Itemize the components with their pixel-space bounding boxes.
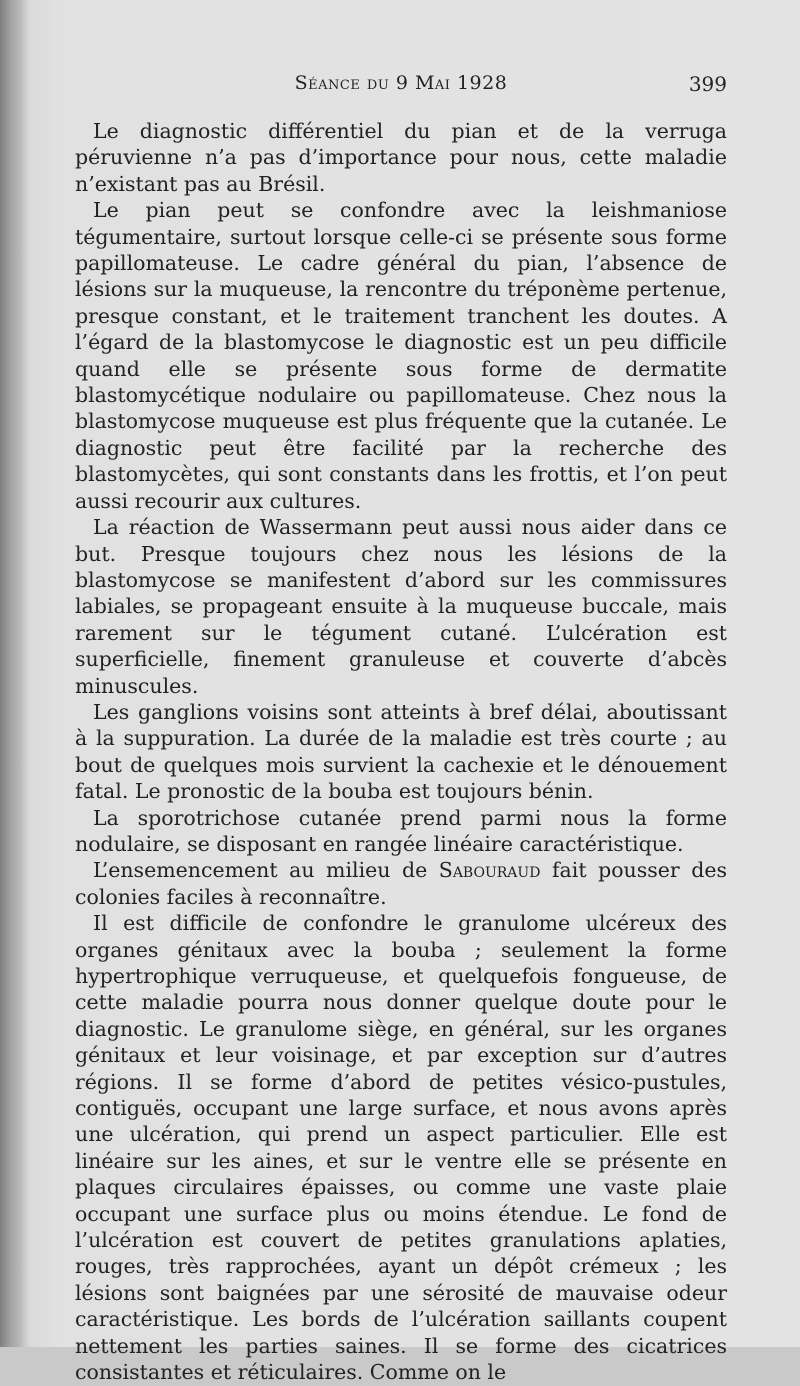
paragraph xyxy=(75,857,727,910)
body-text xyxy=(75,118,727,1386)
page-number: 399 xyxy=(688,72,727,96)
running-title: Séance du 9 Mai 1928 xyxy=(294,72,508,94)
paragraph: Le pian peut se confondre avec la leishmaniose tégumentaire, surtout lorsque celle-ci se présente sous forme papillomateuse. Le cadre général du pian, l’absence de lésions sur la muqueuse, la rencontre du tréponème pertenue, presque constant, et le traitement tranchent les doutes. A l’égard de la blastomycose le diagnostic est un peu difficile quand elle se présente sous forme de dermatite blastomycétique nodulaire ou papillomateuse. Chez nous la blastomycose muqueuse est plus fréquente que la cutanée. Le diagnostic peut être facilité par la recherche des blastomycètes, qui sont constants dans les frottis, et l’on peut aussi recourir aux cultures. xyxy=(75,198,727,513)
paragraph: La sporotrichose cutanée prend parmi nous la forme nodulaire, se disposant en rangée linéaire caractéristique. xyxy=(75,805,727,856)
paragraph: Le diagnostic différentiel du pian et de la verruga péruvienne n’a pas d’importance pour nous, cette maladie n’existant pas au Brésil. xyxy=(75,119,727,196)
page-gutter-shadow xyxy=(0,0,30,1347)
paragraph-text: fait pousser des colonies faciles à reconnaître. xyxy=(75,858,727,909)
paragraph-text: L’ensemencement au milieu de xyxy=(93,858,439,883)
page-header xyxy=(75,72,727,102)
paragraph: Les ganglions voisins sont atteints à bref délai, aboutissant à la suppuration. La durée de la maladie est très courte ; au bout de quelques mois survient la cachexie et le dénouement fatal. Le pronostic de la bouba est toujours bénin. xyxy=(75,699,727,804)
author-name: Sabouraud xyxy=(438,858,541,883)
paragraph: La réaction de Wassermann peut aussi nous aider dans ce but. Presque toujours chez nous les lésions de la blastomycose se manifestent d’abord sur les commissures labiales, se propageant ensuite à la muqueuse buccale, mais rarement sur le tégument cutané. L’ulcération est superficielle, finement granuleuse et couverte d’abcès minuscules. xyxy=(75,515,727,698)
paragraph: Il est difficile de confondre le granulome ulcéreux des organes génitaux avec la bouba ; seulement la forme hypertrophique verruqueuse, et quelquefois fongueuse, de cette maladie pourra nous donner quelque doute pour le diagnostic. Le granulome siège, en général, sur les organes génitaux et leur voisinage, et par exception sur d’autres régions. Il se forme d’abord de petites vésico-pustules, contiguës, occupant une large surface, et nous avons après une ulcération, qui prend un aspect particulier. Elle est linéaire sur les aines, et sur le ventre elle se présente en plaques circulaires épaisses, ou comme une vaste plaie occupant une surface plus ou moins étendue. Le fond de l’ulcération est couvert de petites granulations aplaties, rouges, très rapprochées, ayant un dépôt crémeux ; les lésions sont baignées par une sérosité de mauvaise odeur caractéristique. Les bords de l’ulcération saillants coupent nettement les parties saines. Il se forme des cicatrices consistantes et réticulaires. Comme on le xyxy=(75,911,727,1385)
